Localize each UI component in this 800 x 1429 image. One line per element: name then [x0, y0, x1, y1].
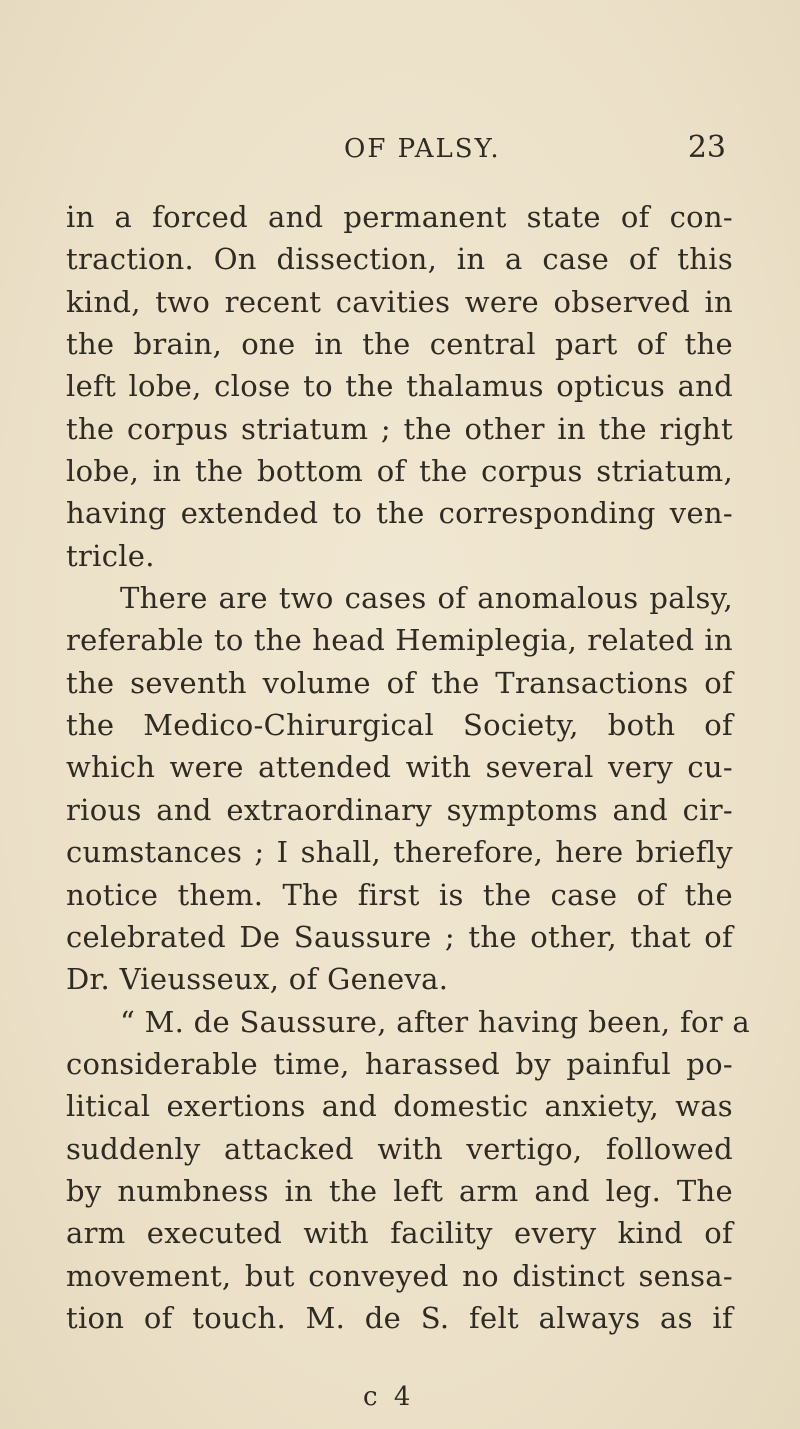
text-line: having extended to the corresponding ven- [66, 496, 733, 531]
text-line: cumstances ; I shall, therefore, here briefly [66, 835, 733, 870]
text-line: left lobe, close to the thalamus opticus and [66, 369, 733, 404]
text-line: in a forced and permanent state of con- [66, 200, 733, 234]
text-line: arm executed with facility every kind of [66, 1216, 733, 1251]
text-line: the brain, one in the central part of the [66, 327, 733, 362]
page-number: 23 [687, 130, 726, 165]
text-line: celebrated De Saussure ; the other, that of [66, 919, 733, 954]
text-line: the seventh volume of the Transactions of [66, 665, 733, 700]
running-head: OF PALSY. [344, 134, 501, 164]
body-text [66, 196, 751, 1339]
signature-mark: c 4 [363, 1382, 415, 1412]
text-line: which were attended with several very cu- [66, 750, 733, 785]
text-line: lobe, in the bottom of the corpus striatum, [66, 454, 733, 489]
text-line: kind, two recent cavities were observed in [66, 284, 733, 319]
text-line: movement, but conveyed no distinct sensa- [66, 1258, 733, 1293]
text-line: litical exertions and domestic anxiety, was [66, 1089, 733, 1124]
text-line: rious and extraordinary symptoms and cir- [66, 792, 733, 827]
paragraph-start-line: There are two cases of anomalous palsy, [120, 581, 733, 616]
page-header [0, 130, 800, 174]
paragraph-start-line: “ M. de Saussure, after having been, for a [120, 1004, 751, 1039]
text-line: notice them. The first is the case of the [66, 877, 733, 912]
text-line: referable to the head Hemiplegia, related in [66, 623, 733, 658]
paragraph-end-line: tricle. [66, 538, 155, 573]
text-line: the corpus striatum ; the other in the right [66, 411, 733, 446]
paragraph-end-line: Dr. Vieusseux, of Geneva. [66, 962, 449, 997]
text-line: traction. On dissection, in a case of this [66, 242, 733, 277]
text-line: tion of touch. M. de S. felt always as if [66, 1300, 733, 1335]
text-line: the Medico-Chirurgical Society, both of [66, 708, 733, 743]
text-line: considerable time, harassed by painful po- [66, 1046, 733, 1081]
text-line: suddenly attacked with vertigo, followed [66, 1131, 733, 1166]
text-line: by numbness in the left arm and leg. The [66, 1173, 733, 1208]
